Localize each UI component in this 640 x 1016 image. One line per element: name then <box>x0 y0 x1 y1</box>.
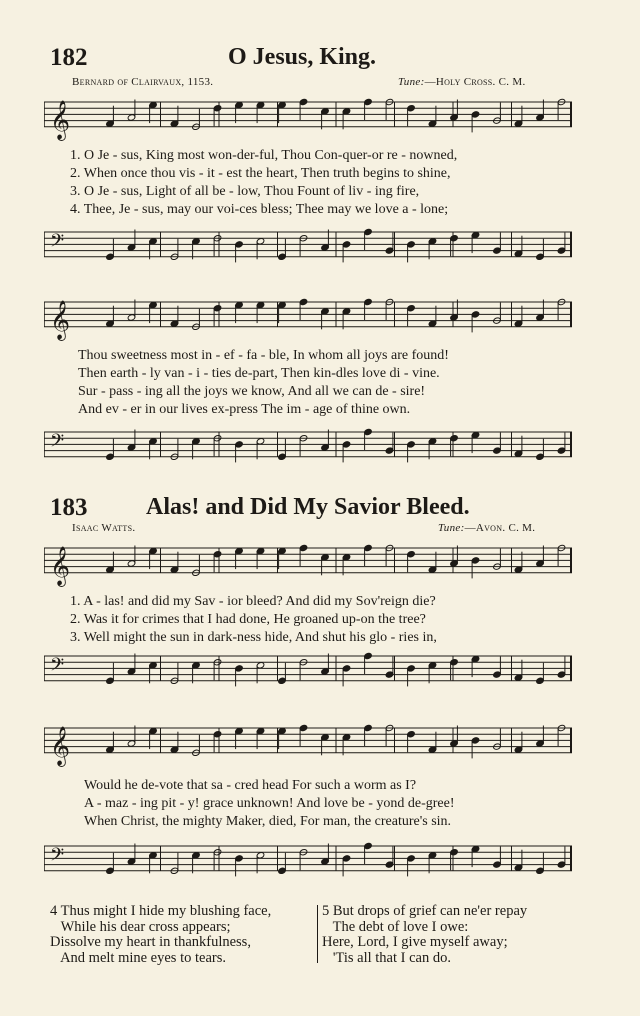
tune-label: Tune: <box>438 522 465 534</box>
lyric-line: When Christ, the mighty Maker, died, For man, the creature's sin. <box>84 814 452 829</box>
lyric-line: And ev - er in our lives ex-press The im - age of thine own. <box>78 402 411 417</box>
svg-text:𝄞: 𝄞 <box>50 299 71 340</box>
verse-line: While his dear cross appears; <box>50 918 231 935</box>
tune-name: —Holy Cross. C. M. <box>424 76 526 88</box>
lyric-line: 1. A - las! and did my Sav - ior bleed? And did my Sov'reign die? <box>70 594 436 609</box>
treble-staff-182-1 <box>44 92 572 146</box>
hymn-number: 183 <box>50 494 88 521</box>
lyric-line: Then earth - ly van - i - ties de-part, Then kin-dles love di - vine. <box>78 366 440 381</box>
lyric-line: 4. Thee, Je - sus, may our voi-ces bless; Thee may we love a - lone; <box>70 202 449 217</box>
hymn-author: Isaac Watts. <box>72 522 136 534</box>
treble-staff-183-2 <box>44 718 572 772</box>
lyric-line: A - maz - ing pit - y! grace unknown! And love be - yond de-gree! <box>84 796 455 811</box>
hymn-author: Bernard of Clairvaux, 1153. <box>72 76 214 88</box>
svg-text:𝄢: 𝄢 <box>50 431 65 456</box>
svg-text:𝄞: 𝄞 <box>50 99 71 140</box>
verse-line: Here, Lord, I give myself away; <box>322 934 508 950</box>
svg-text:𝄢: 𝄢 <box>50 231 65 256</box>
hymn-tune <box>438 522 535 534</box>
verse-line: 4 Thus might I hide my blushing face, <box>50 903 272 919</box>
svg-text:𝄢: 𝄢 <box>50 655 65 680</box>
verse-line: 'Tis all that I can do. <box>322 949 451 966</box>
lyric-line: Thou sweetness most in - ef - fa - ble, In whom all joys are found! <box>78 348 449 363</box>
svg-text:𝄞: 𝄞 <box>50 725 71 766</box>
treble-staff-182-2 <box>44 292 572 346</box>
treble-staff-183-1 <box>44 538 572 592</box>
bass-staff-182-1 <box>44 222 572 274</box>
lyric-line: 1. O Je - sus, King most won-der-ful, Thou Con-quer-or re - nowned, <box>70 148 458 163</box>
verse-line: The debt of love I owe: <box>322 918 469 935</box>
extra-verse-left <box>50 904 271 966</box>
hymn-title: Alas! and Did My Savior Bleed. <box>146 494 470 520</box>
lyric-line: Would he de-vote that sa - cred head For such a worm as I? <box>84 778 417 793</box>
bass-staff-182-2 <box>44 422 572 474</box>
tune-name: —Avon. C. M. <box>464 522 536 534</box>
bass-staff-183-2 <box>44 836 572 888</box>
svg-text:𝄞: 𝄞 <box>50 545 71 586</box>
extra-verse-right <box>322 904 527 966</box>
svg-text:𝄢: 𝄢 <box>50 845 65 870</box>
verse-line: Dissolve my heart in thankfulness, <box>50 934 251 950</box>
hymn-number: 182 <box>50 44 88 71</box>
tune-label: Tune: <box>398 76 425 88</box>
verse-line: 5 But drops of grief can ne'er repay <box>322 903 528 919</box>
verse-divider <box>317 905 318 963</box>
hymn-title: O Jesus, King. <box>228 44 377 70</box>
lyric-line: 3. O Je - sus, Light of all be - low, Thou Fount of liv - ing fire, <box>70 184 420 199</box>
verse-line: And melt mine eyes to tears. <box>50 949 226 966</box>
lyric-line: 2. When once thou vis - it - est the heart, Then truth begins to shine, <box>70 166 451 181</box>
lyric-line: 3. Well might the sun in dark-ness hide, And shut his glo - ries in, <box>70 630 437 645</box>
lyric-line: 2. Was it for crimes that I had done, He groaned up-on the tree? <box>70 612 426 627</box>
hymn-tune <box>398 76 526 88</box>
bass-staff-183-1 <box>44 646 572 698</box>
lyric-line: Sur - pass - ing all the joys we know, And all we can de - sire! <box>78 384 426 399</box>
